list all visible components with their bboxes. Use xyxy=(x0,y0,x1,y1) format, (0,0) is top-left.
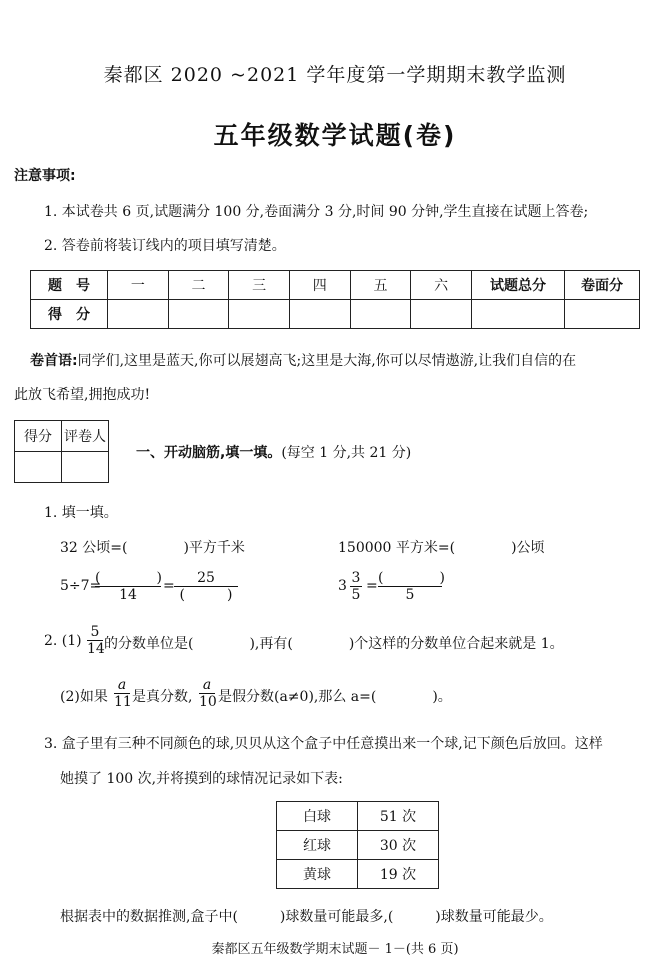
q1-c-frac1-den: 14 xyxy=(119,587,137,603)
q1-d-frac-num: 3 xyxy=(351,570,361,586)
preface-label: 卷首语: xyxy=(30,353,78,369)
q2-p2-num1: a xyxy=(117,677,127,693)
grader-score-cell[interactable] xyxy=(15,452,62,483)
score-cell[interactable] xyxy=(565,300,640,329)
section-1-title: 一、开动脑筋,填一填。 xyxy=(136,445,282,461)
score-cell[interactable] xyxy=(229,300,290,329)
section-1-scoring: (每空 1 分,共 21 分) xyxy=(281,445,412,461)
q1-label: 1. 填一填。 xyxy=(44,505,118,521)
q2-p2-den2: 10 xyxy=(199,694,217,710)
ball-count-cell: 30 次 xyxy=(358,831,439,860)
q2-part-1-prefix: 2. (1) xyxy=(44,633,82,649)
q2-p2-num2: a xyxy=(202,677,212,693)
notes-heading: 注意事项: xyxy=(14,168,76,184)
score-header-cell: 六 xyxy=(411,271,472,300)
ball-color-cell: 红球 xyxy=(277,831,358,860)
q1-d-whole: 3 xyxy=(338,578,347,594)
q1-d-frac2-den: 5 xyxy=(405,587,415,603)
score-cell[interactable] xyxy=(289,300,350,329)
score-header-cell: 四 xyxy=(289,271,350,300)
q1-c-frac2-num: 25 xyxy=(197,570,215,586)
page-footer: 秦都区五年级数学期末试题－ 1－(共 6 页) xyxy=(211,942,459,957)
score-header-cell: 三 xyxy=(229,271,290,300)
score-cell[interactable] xyxy=(411,300,472,329)
preface-text-1: 同学们,这里是蓝天,你可以展翅高飞;这里是大海,你可以尽情遨游,让我们自信的在 xyxy=(77,353,577,369)
table-row xyxy=(277,831,439,860)
ball-color-cell: 黄球 xyxy=(277,860,358,889)
preface-line-2: 此放飞希望,拥抱成功! xyxy=(14,387,151,403)
ball-count-cell: 19 次 xyxy=(358,860,439,889)
score-row-label: 得 分 xyxy=(31,300,108,329)
grader-name-label: 评卷人 xyxy=(62,421,109,452)
notes-item-1: 1. 本试卷共 6 页,试题满分 100 分,卷面满分 3 分,时间 90 分钟,学生直接在试题上答卷; xyxy=(44,204,589,220)
grader-name-cell[interactable] xyxy=(62,452,109,483)
q2-part-2-prefix: (2)如果 xyxy=(60,689,108,705)
preface-line-1 xyxy=(30,350,576,370)
score-header-cell: 二 xyxy=(168,271,229,300)
section-1-heading xyxy=(136,442,411,462)
q2-p2-fraction-1 xyxy=(114,677,130,710)
score-header-cell: 试题总分 xyxy=(472,271,565,300)
score-header-cell: 五 xyxy=(350,271,411,300)
q2-part-1-fraction xyxy=(87,624,103,657)
score-table-score-row xyxy=(31,300,640,329)
score-cell[interactable] xyxy=(168,300,229,329)
q2-p2-den1: 11 xyxy=(114,694,132,710)
score-header-cell: 题 号 xyxy=(31,271,108,300)
q2-part-2-text: 是假分数(a≠0),那么 a=( )。 xyxy=(218,689,452,705)
q3-line-2: 她摸了 100 次,并将摸到的球情况记录如下表: xyxy=(60,771,343,787)
q1-c-frac2-den: ( ) xyxy=(179,587,233,603)
q1-c-equals: = xyxy=(163,578,175,594)
grader-score-label: 得分 xyxy=(15,421,62,452)
q1-c-fraction-2 xyxy=(174,570,238,603)
ball-count-cell: 51 次 xyxy=(358,802,439,831)
table-row xyxy=(277,860,439,889)
score-header-cell: 一 xyxy=(108,271,169,300)
q1-part-c-prefix: 5÷7= xyxy=(60,578,102,594)
q1-c-frac1-num: ( ) xyxy=(95,570,162,586)
q2-part-1-text: 的分数单位是( ),再有( )个这样的分数单位合起来就是 1。 xyxy=(104,636,564,652)
q3-line-1: 3. 盒子里有三种不同颜色的球,贝贝从这个盒子中任意摸出来一个球,记下颜色后放回。这样 xyxy=(44,736,603,752)
notes-item-2: 2. 答卷前将装订线内的项目填写清楚。 xyxy=(44,238,286,254)
score-cell[interactable] xyxy=(108,300,169,329)
exam-subtitle: 五年级数学试题(卷) xyxy=(213,121,457,150)
q1-part-a: 32 公顷=( )平方千米 xyxy=(60,540,245,556)
grader-table xyxy=(14,420,109,483)
q1-d-fraction-1 xyxy=(350,570,362,603)
q2-p1-num: 5 xyxy=(90,624,100,640)
q1-c-fraction-1 xyxy=(95,570,161,603)
q2-p1-den: 14 xyxy=(87,641,105,657)
score-table xyxy=(30,270,640,329)
score-cell[interactable] xyxy=(350,300,411,329)
q1-d-fraction-2 xyxy=(378,570,445,603)
score-cell[interactable] xyxy=(472,300,565,329)
q1-part-b: 150000 平方米=( )公顷 xyxy=(338,540,545,556)
q2-p2-fraction-2 xyxy=(199,677,215,710)
q1-d-equals: = xyxy=(366,578,378,594)
score-table-header-row xyxy=(31,271,640,300)
ball-record-table xyxy=(276,801,439,889)
q1-d-frac-den: 5 xyxy=(351,587,361,603)
ball-color-cell: 白球 xyxy=(277,802,358,831)
table-row xyxy=(277,802,439,831)
score-header-cell: 卷面分 xyxy=(565,271,640,300)
q1-d-frac2-num: ( ) xyxy=(378,570,445,586)
q2-part-2-mid: 是真分数, xyxy=(132,689,193,705)
q3-conclusion: 根据表中的数据推测,盒子中( )球数量可能最多,( )球数量可能最少。 xyxy=(60,909,553,925)
exam-title: 秦都区 2020 ~2021 学年度第一学期期末教学监测 xyxy=(103,64,567,86)
